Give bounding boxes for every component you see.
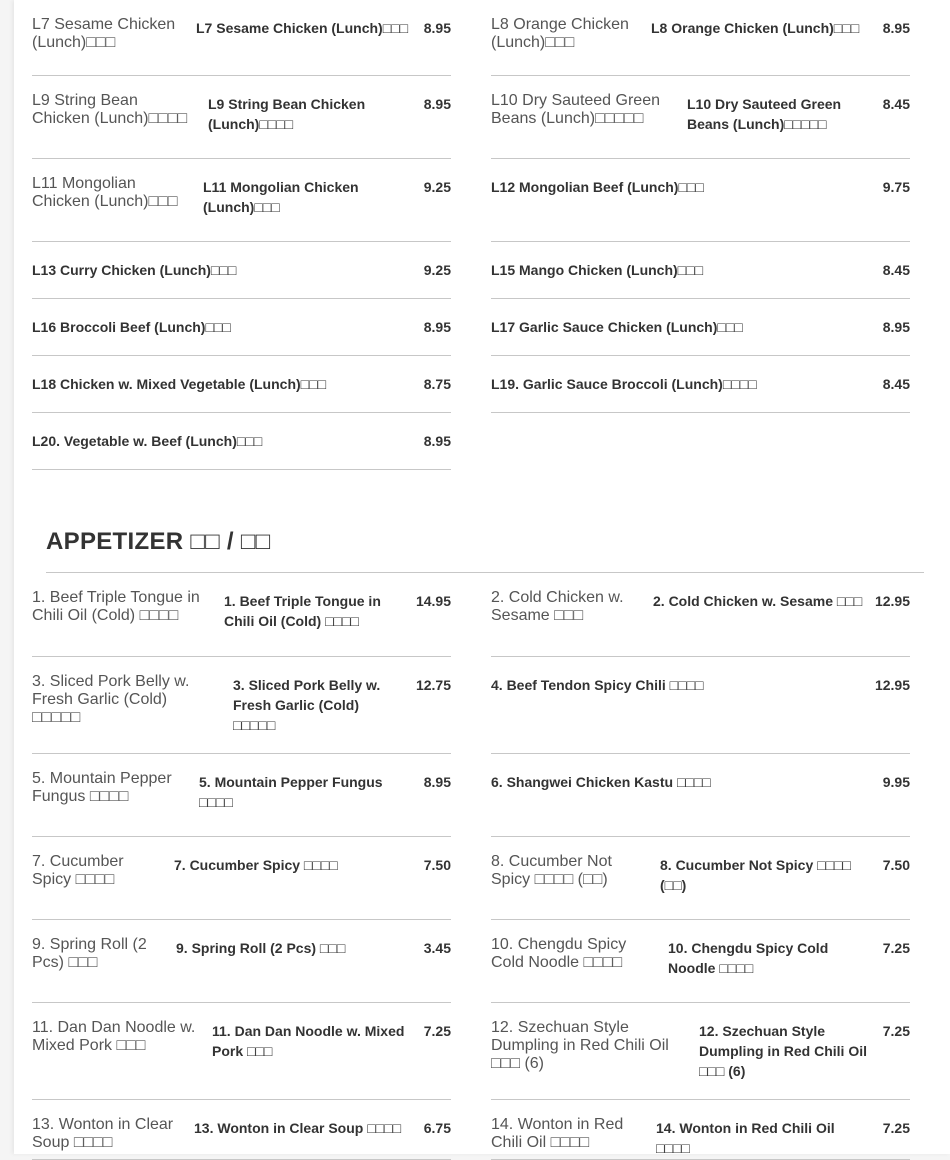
menu-item-price: 8.95 bbox=[423, 96, 451, 112]
menu-item-name[interactable]: L9 String Bean Chicken (Lunch)□□□□ bbox=[208, 96, 366, 132]
menu-item[interactable] bbox=[491, 76, 910, 159]
menu-item[interactable] bbox=[491, 0, 910, 76]
menu-item-price: 8.95 bbox=[882, 319, 910, 335]
menu-item-image[interactable]: L7 Sesame Chicken (Lunch)□□□ bbox=[32, 16, 176, 51]
menu-item-name[interactable]: 6. Shangwei Chicken Kastu □□□□ bbox=[491, 774, 711, 790]
menu-item-price: 9.25 bbox=[423, 262, 451, 278]
menu-item-price: 7.25 bbox=[882, 1120, 910, 1136]
menu-item[interactable] bbox=[491, 1003, 910, 1100]
menu-item-name[interactable]: L20. Vegetable w. Beef (Lunch)□□□ bbox=[32, 433, 263, 449]
menu-item-image[interactable]: 5. Mountain Pepper Fungus □□□□ bbox=[32, 770, 172, 805]
menu-item-name[interactable]: L17 Garlic Sauce Chicken (Lunch)□□□ bbox=[491, 319, 743, 335]
menu-item-name[interactable]: 1. Beef Triple Tongue in Chili Oil (Cold) □□□□ bbox=[224, 593, 381, 629]
menu-item-price: 8.75 bbox=[423, 376, 451, 392]
menu-item-name[interactable]: 2. Cold Chicken w. Sesame □□□ bbox=[653, 593, 863, 609]
menu-item-image[interactable]: 7. Cucumber Spicy □□□□ bbox=[32, 853, 124, 888]
menu-item-name[interactable]: 8. Cucumber Not Spicy □□□□ (□□) bbox=[660, 857, 851, 893]
menu-item[interactable] bbox=[32, 76, 451, 159]
menu-item-name[interactable]: 13. Wonton in Clear Soup □□□□ bbox=[194, 1120, 402, 1136]
menu-item-name[interactable]: 9. Spring Roll (2 Pcs) □□□ bbox=[176, 940, 346, 956]
menu-item-price: 8.95 bbox=[423, 774, 451, 790]
menu-item[interactable] bbox=[32, 159, 451, 242]
menu-item-price: 8.45 bbox=[882, 96, 910, 112]
menu-item-price: 7.25 bbox=[423, 1023, 451, 1039]
menu-item-image[interactable]: 12. Szechuan Style Dumpling in Red Chili Oil □□□ (6) bbox=[491, 1019, 669, 1072]
menu-item-price: 8.95 bbox=[423, 20, 451, 36]
menu-item[interactable] bbox=[32, 657, 451, 754]
menu-item-image[interactable]: 14. Wonton in Red Chili Oil □□□□ bbox=[491, 1116, 624, 1151]
menu-item[interactable] bbox=[491, 1100, 910, 1160]
menu-item-image[interactable]: L8 Orange Chicken (Lunch)□□□ bbox=[491, 16, 629, 51]
menu-item-image[interactable]: 3. Sliced Pork Belly w. Fresh Garlic (Cold) □□□□□ bbox=[32, 673, 190, 726]
menu-item-name[interactable]: L19. Garlic Sauce Broccoli (Lunch)□□□□ bbox=[491, 376, 757, 392]
menu-item-price: 12.95 bbox=[874, 593, 910, 609]
menu-item-name[interactable]: L10 Dry Sauteed Green Beans (Lunch)□□□□□ bbox=[687, 96, 842, 132]
menu-item-price: 14.95 bbox=[415, 593, 451, 609]
menu-item[interactable] bbox=[491, 657, 910, 754]
menu-item[interactable] bbox=[32, 242, 451, 299]
menu-item-price: 7.50 bbox=[423, 857, 451, 873]
menu-item[interactable] bbox=[32, 299, 451, 356]
menu-item-price: 9.95 bbox=[882, 774, 910, 790]
menu-item-image[interactable]: 10. Chengdu Spicy Cold Noodle □□□□ bbox=[491, 936, 627, 971]
lunch-menu-grid bbox=[32, 0, 910, 470]
menu-item-name[interactable]: L11 Mongolian Chicken (Lunch)□□□ bbox=[203, 179, 359, 215]
menu-item-price: 7.25 bbox=[882, 940, 910, 956]
menu-item[interactable] bbox=[32, 413, 451, 470]
menu-item[interactable] bbox=[32, 0, 451, 76]
menu-item[interactable] bbox=[491, 920, 910, 1003]
menu-item-name[interactable]: L18 Chicken w. Mixed Vegetable (Lunch)□□□ bbox=[32, 376, 327, 392]
menu-item-image[interactable]: L10 Dry Sauteed Green Beans (Lunch)□□□□□ bbox=[491, 92, 660, 127]
menu-item-price: 7.25 bbox=[882, 1023, 910, 1039]
appetizer-menu-grid bbox=[32, 573, 910, 1160]
menu-item[interactable] bbox=[491, 299, 910, 356]
menu-item-name[interactable]: 4. Beef Tendon Spicy Chili □□□□ bbox=[491, 677, 704, 693]
menu-item-price: 6.75 bbox=[423, 1120, 451, 1136]
menu-item-price: 12.75 bbox=[415, 677, 451, 693]
menu-item-price: 8.95 bbox=[882, 20, 910, 36]
menu-item-image[interactable]: L9 String Bean Chicken (Lunch)□□□□ bbox=[32, 92, 188, 127]
menu-item[interactable] bbox=[491, 159, 910, 242]
menu-item-image[interactable]: 2. Cold Chicken w. Sesame □□□ bbox=[491, 589, 624, 624]
menu-item[interactable] bbox=[32, 920, 451, 1003]
menu-item-price: 8.95 bbox=[423, 319, 451, 335]
menu-item-price: 8.95 bbox=[423, 433, 451, 449]
menu-item-price: 7.50 bbox=[882, 857, 910, 873]
menu-item-image[interactable]: 1. Beef Triple Tongue in Chili Oil (Cold) □□□□ bbox=[32, 589, 200, 624]
menu-item-price: 12.95 bbox=[874, 677, 910, 693]
menu-item-price: 8.45 bbox=[882, 262, 910, 278]
menu-item[interactable] bbox=[491, 837, 910, 920]
menu-item-name[interactable]: L13 Curry Chicken (Lunch)□□□ bbox=[32, 262, 237, 278]
menu-item-name[interactable]: L15 Mango Chicken (Lunch)□□□ bbox=[491, 262, 704, 278]
menu-item-price: 9.25 bbox=[423, 179, 451, 195]
menu-item-name[interactable]: 12. Szechuan Style Dumpling in Red Chili Oil □□□ (6) bbox=[699, 1023, 867, 1079]
menu-item-image[interactable]: 9. Spring Roll (2 Pcs) □□□ bbox=[32, 936, 147, 971]
menu-item[interactable] bbox=[32, 356, 451, 413]
empty-cell bbox=[491, 413, 910, 470]
menu-item[interactable] bbox=[491, 242, 910, 299]
menu-item[interactable] bbox=[491, 573, 910, 657]
menu-item-image[interactable]: L11 Mongolian Chicken (Lunch)□□□ bbox=[32, 175, 178, 210]
menu-item[interactable] bbox=[32, 1100, 451, 1160]
menu-item-name[interactable]: 10. Chengdu Spicy Cold Noodle □□□□ bbox=[668, 940, 829, 976]
menu-item-name[interactable]: 3. Sliced Pork Belly w. Fresh Garlic (Cold) □□□□□ bbox=[233, 677, 381, 733]
menu-item-name[interactable]: 5. Mountain Pepper Fungus □□□□ bbox=[199, 774, 383, 810]
menu-item-name[interactable]: L16 Broccoli Beef (Lunch)□□□ bbox=[32, 319, 231, 335]
menu-item[interactable] bbox=[32, 1003, 451, 1100]
menu-item-image[interactable]: 13. Wonton in Clear Soup □□□□ bbox=[32, 1116, 174, 1151]
menu-item[interactable] bbox=[32, 837, 451, 920]
menu-item-image[interactable]: 11. Dan Dan Noodle w. Mixed Pork □□□ bbox=[32, 1019, 196, 1054]
menu-item-name[interactable]: L12 Mongolian Beef (Lunch)□□□ bbox=[491, 179, 704, 195]
menu-item[interactable] bbox=[491, 754, 910, 837]
menu-item-name[interactable]: 7. Cucumber Spicy □□□□ bbox=[174, 857, 338, 873]
section-title-appetizer: APPETIZER □□ / □□ bbox=[46, 528, 271, 555]
menu-item[interactable] bbox=[32, 754, 451, 837]
menu-item[interactable] bbox=[491, 356, 910, 413]
menu-item[interactable] bbox=[32, 573, 451, 657]
menu-item-price: 8.45 bbox=[882, 376, 910, 392]
menu-item-name[interactable]: L7 Sesame Chicken (Lunch)□□□ bbox=[196, 20, 409, 36]
menu-item-name[interactable]: 14. Wonton in Red Chili Oil □□□□ bbox=[656, 1120, 835, 1156]
menu-item-image[interactable]: 8. Cucumber Not Spicy □□□□ (□□) bbox=[491, 853, 612, 888]
menu-item-name[interactable]: 11. Dan Dan Noodle w. Mixed Pork □□□ bbox=[212, 1023, 405, 1059]
menu-item-price: 9.75 bbox=[882, 179, 910, 195]
menu-item-name[interactable]: L8 Orange Chicken (Lunch)□□□ bbox=[651, 20, 860, 36]
menu-item-price: 3.45 bbox=[423, 940, 451, 956]
